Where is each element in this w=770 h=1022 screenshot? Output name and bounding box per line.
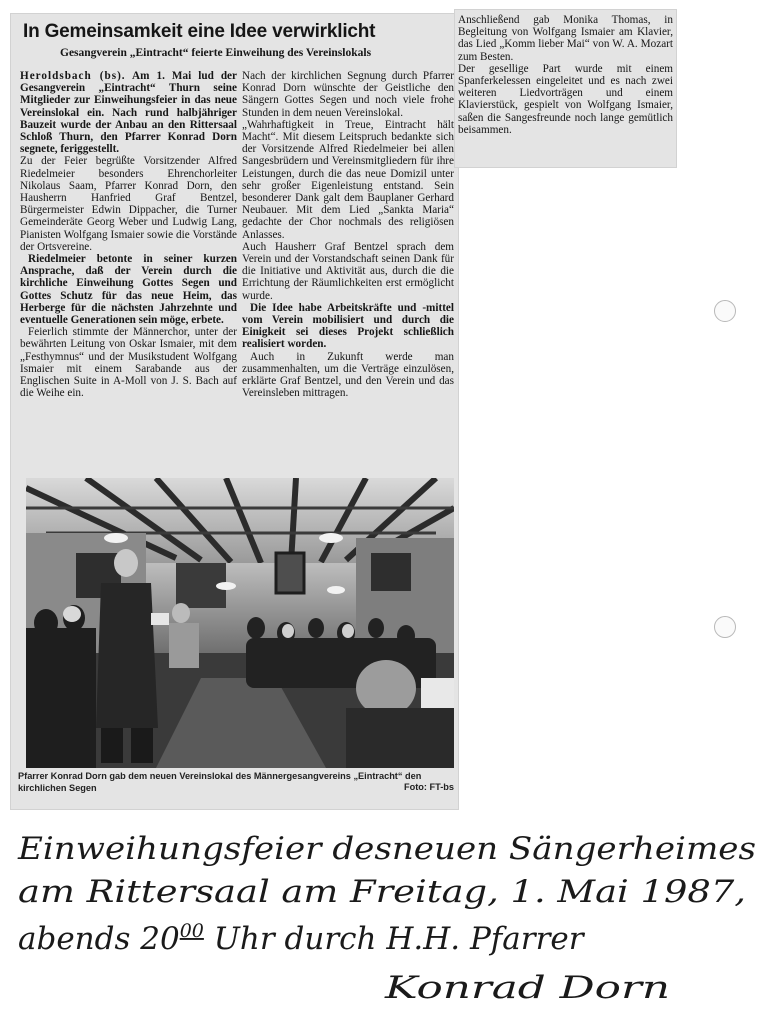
article-paragraph: Zu der Feier begrüßte Vorsitzender Alfred Riedelmeier besonders Ehrenchorleiter Nikolaus Saam, Pfarrer Konrad Dorn, den Hausherrn Hanfried Graf Bentzel, Bürgermeister Edwin Dippacher, die Turner Gemeinderäte Georg Weber und Ludwig Lang, Pianisten Wolfgang Ismaier sowie die Vorstände der Ortsvereine. [20, 155, 237, 253]
article-headline: In Gemeinsamkeit eine Idee verwirklicht [23, 21, 376, 42]
handwritten-line-3-prefix: abends 20 [18, 921, 180, 957]
handwritten-line-4: Konrad Dorn [383, 970, 670, 1006]
photo-caption-text: Pfarrer Konrad Dorn gab dem neuen Vereinslokal des Männergesangvereins „Eintracht“ den kirchlichen Segen [18, 771, 422, 793]
handwritten-note [0, 812, 770, 1017]
article-paragraph: Der gesellige Part wurde mit einem Spanferkelessen eingeleitet und es nach zwei weiteren Liedvorträgen und einem Klavierstück, gespielt von Wolfgang Ismaier, saßen die Sangesfreunde noch lange gemütlich beisammen. [458, 62, 673, 136]
article-dateline: Heroldsbach (bs). [20, 70, 126, 82]
punch-hole [714, 300, 736, 322]
handwritten-line-3 [18, 920, 586, 957]
article-paragraph: Feierlich stimmte der Männerchor, unter der bewährten Leitung von Oskar Ismaier, mit dem „Festhymnus“ und der Musikstudent Wolfgang Ismaier mit einem Sarabande aus der Englischen Suite in A-Moll von J. S. Bach auf die Weihe ein. [20, 326, 237, 400]
article-paragraph: Auch Hausherr Graf Bentzel sprach dem Verein und der Vorstandschaft seinen Dank für die Initiative und Aktivität aus, durch die die Errichtung der Räumlichkeiten erst ermöglicht wurde. [242, 240, 454, 302]
article-column-2 [242, 70, 454, 399]
article-paragraph: Riedelmeier betonte in seiner kurzen Ansprache, daß der Verein durch die kirchliche Einweihung Gottes Segen und Gottes Schutz für das neue Heim, das Herberge für die nächsten Jahrzehnte und eventuelle Generationen sein möge, erbete. [20, 253, 237, 327]
photo-credit: Foto: FT-bs [403, 782, 454, 792]
photo-room-scene [26, 478, 454, 768]
article-lead: Am 1. Mai lud der Gesangverein „Eintracht“ Thurn seine Mitglieder zur Einweihungsfeier in das neue Vereinslokal ein. Nach rund halbjähriger Bauzeit wurde der Anbau an den Rittersaal Schloß Thurn, den Pfarrer Konrad Dorn segnete, feriggestellt. [20, 70, 237, 156]
article-paragraph: Anschließend gab Monika Thomas, in Begleitung von Wolfgang Ismaier am Klavier, das Lied „Komm lieber Mai“ von W. A. Mozart zum Besten. [458, 14, 673, 63]
handwritten-line-2: am Rittersaal am Freitag, 1. Mai 1987, [18, 874, 746, 910]
article-column-1 [20, 70, 237, 399]
article-paragraph: Auch in Zukunft werde man zusammenhalten, um die Verträge einzulösen, erklärte Graf Bentzel, und den Verein und das Vereinsleben mittragen. [242, 350, 454, 400]
article-paragraph: Nach der kirchlichen Segnung durch Pfarrer Konrad Dorn wünschte der Geistliche den Sängern Gottes Segen und noch viele frohe Stunden in dem neuen Vereinslokal. [242, 70, 454, 119]
handwritten-line-1: Einweihungsfeier desneuen Sängerheimes [16, 831, 757, 867]
handwritten-line-3-superscript: 00 [179, 920, 204, 942]
article-subheadline: Gesangverein „Eintracht“ feierte Einweihung des Vereinslokals [60, 47, 372, 59]
article-photo [26, 478, 454, 768]
handwritten-line-3-suffix: Uhr durch H.H. Pfarrer [203, 921, 584, 957]
article-paragraph: Die Idee habe Arbeitskräfte und -mittel vom Verein mobilisiert und durch die Einigkeit sei dieses Projekt schließlich realisiert worden. [242, 301, 454, 351]
punch-hole [714, 616, 736, 638]
photo-caption [18, 771, 454, 794]
article-column-3 [458, 14, 673, 136]
article-paragraph: „Wahrhaftigkeit in Treue, Eintracht hält Macht“. Mit diesem Leitspruch bedankte sich der Vorsitzende Alfred Riedelmeier bei allen Sangesbrüdern und Vereinsmitgliedern für ihre Leistungen, durch die das neue Domizil unter sehr großer Eigenleistung entstand. Sein besonderer Dank galt dem Bauplaner Gerhard Neubauer. Mit dem Lied „Sankta Maria“ gedachte der Chor nochmals des religiösen Anlasses. [242, 118, 454, 241]
